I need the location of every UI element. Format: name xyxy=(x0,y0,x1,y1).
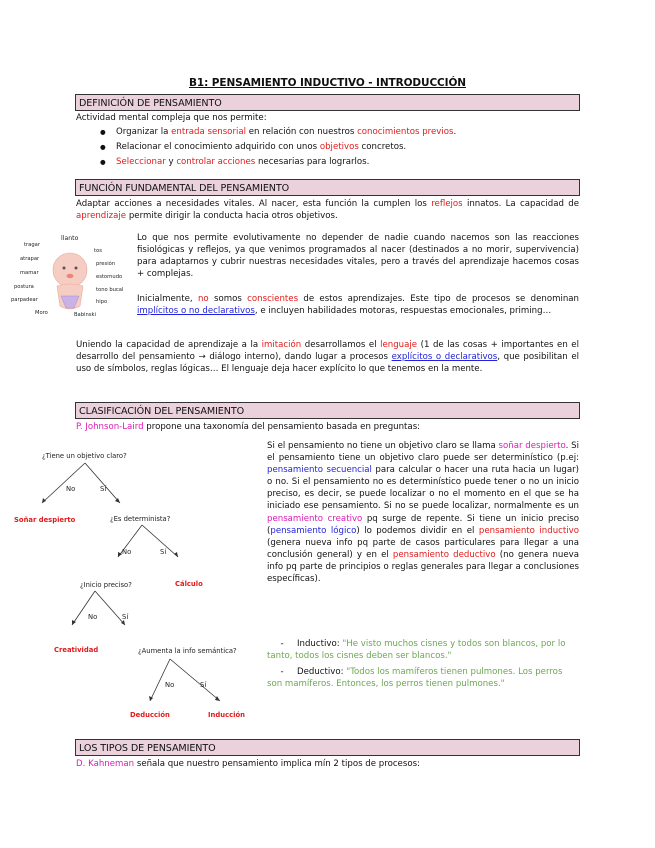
reflex-label: presión xyxy=(96,261,116,267)
funcion-paragraph-1: Adaptar acciones a necesidades vitales. Al nacer, esta función la cumplen los reflejos innatos. La capacidad de aprendizaje permite dirigir la conducta hacia otros objetivos. xyxy=(76,199,580,222)
baby-reflexes-illustration xyxy=(8,232,133,322)
tree-branch-si: Sí xyxy=(200,681,207,689)
decision-tree-diagram xyxy=(10,445,265,725)
reflex-label: mamar xyxy=(20,270,39,276)
section-header-funcion: FUNCIÓN FUNDAMENTAL DEL PENSAMIENTO xyxy=(75,179,580,196)
definicion-bullet-list xyxy=(100,125,456,170)
tree-question-objetivo: ¿Tiene un objetivo claro? xyxy=(42,452,127,460)
tree-connectors xyxy=(10,445,265,725)
page-title: B1: PENSAMIENTO INDUCTIVO - INTRODUCCIÓN xyxy=(189,77,466,89)
example-deductivo: - Deductivo: "Todos los mamíferos tienen pulmones. Los perros son mamíferos. Entonces, los perros tienen pulmones." xyxy=(267,667,563,690)
bullet-item: ● Organizar la entrada sensorial en relación con nuestros conocimientos previos. xyxy=(100,125,456,140)
tree-leaf-deduccion: Deducción xyxy=(130,711,170,719)
tree-branch-si: Sí xyxy=(100,485,107,493)
reflex-label: parpadear xyxy=(11,297,38,303)
example-inductivo: - Inductivo: "He visto muchos cisnes y todos son blancos, por lo tanto, todos los cisnes deben ser blancos." xyxy=(267,639,566,662)
reflex-label: llanto xyxy=(61,235,79,242)
tree-question-determinista: ¿Es determinista? xyxy=(110,515,171,523)
tree-branch-no: No xyxy=(122,548,132,556)
section-header-tipos: LOS TIPOS DE PENSAMIENTO xyxy=(75,739,580,756)
reflex-label: atrapar xyxy=(20,256,40,262)
reflex-label: postura xyxy=(14,284,34,290)
tree-branch-si: Sí xyxy=(122,613,129,621)
definicion-intro: Actividad mental compleja que nos permite: xyxy=(76,113,267,123)
bullet-item: ● Relacionar el conocimiento adquirido con unos objetivos concretos. xyxy=(100,140,456,155)
tree-branch-si: Sí xyxy=(160,548,167,556)
reflex-label: Moro xyxy=(35,310,48,316)
tree-question-info-semantica: ¿Aumenta la info semántica? xyxy=(138,647,237,655)
funcion-paragraph-4: Uniendo la capacidad de aprendizaje a la imitación desarrollamos el lenguaje (1 de las cosas + importantes en el desarrollo del pensamiento → diálogo interno), dando lugar a procesos explícitos o declarativos, que posibilitan el uso de símbolos, reglas lógicas… El lenguaje deja hacer explícito lo que tenemos en la mente. xyxy=(76,340,579,375)
reflex-label: hipo xyxy=(96,299,108,305)
tree-branch-no: No xyxy=(165,681,175,689)
reflex-label: tono bucal xyxy=(96,287,124,293)
funcion-paragraph-2: Lo que nos permite evolutivamente no depender de nadie cuando nacemos son las reacciones fisiológicas y reflejos, ya que venimos programados al nacer (destinados a no morir, supervivencia) para adaptarnos y cubrir nuestras necesidades vitales, pero a través del aprendizaje hacemos cosas + complejas. xyxy=(137,233,579,280)
clasificacion-text: Si el pensamiento no tiene un objetivo claro se llama soñar despierto. Si el pensamiento tiene un objetivo claro puede ser determinístico (p.ej: pensamiento secuencial para calcular o hacer una ruta hacia un lugar) o no. Si el pensamiento no es determinístico puede tener o no un inicio preciso, es decir, se puede localizar o no el momento en el que se ha iniciado ese pensamiento. Si no se puede localizar, normalmente es un pensamiento creativo pq surge de repente. Si tiene un inicio preciso (pensamiento lógico) lo podemos dividir en el pensamiento inductivo (genera nueva info pq parte de casos particulares para llegar a una conclusión general) y en el pensamiento deductivo (no genera nueva info pq parte de principios o reglas generales para llegar a conclusiones específicas). xyxy=(267,441,579,585)
tree-question-inicio: ¿Inicio preciso? xyxy=(80,581,132,589)
tree-leaf-induccion: Inducción xyxy=(208,711,245,719)
tree-branch-no: No xyxy=(66,485,76,493)
reflex-label: Babinski xyxy=(74,312,96,318)
tree-leaf-creatividad: Creatividad xyxy=(54,646,99,654)
reflex-label: tragar xyxy=(24,242,40,248)
tree-leaf-sonar-despierto: Soñar despierto xyxy=(14,516,76,524)
clasificacion-intro: P. Johnson-Laird propone una taxonomía del pensamiento basada en preguntas: xyxy=(76,422,421,432)
reflex-label: estornudo xyxy=(96,274,123,280)
tree-leaf-calculo: Cálculo xyxy=(175,580,203,588)
reflex-label: tos xyxy=(94,248,102,254)
bullet-item: ● Seleccionar y controlar acciones necesarias para lograrlos. xyxy=(100,155,456,170)
section-header-clasificacion: CLASIFICACIÓN DEL PENSAMIENTO xyxy=(75,402,580,419)
funcion-paragraph-3: Inicialmente, no somos conscientes de estos aprendizajes. Este tipo de procesos se denominan implícitos o no declarativos, e incluyen habilidades motoras, respuestas emocionales, priming… xyxy=(137,294,579,317)
section-header-definicion: DEFINICIÓN DE PENSAMIENTO xyxy=(75,94,580,111)
tipos-intro: D. Kahneman señala que nuestro pensamiento implica mín 2 tipos de procesos: xyxy=(76,759,420,769)
tree-branch-no: No xyxy=(88,613,98,621)
